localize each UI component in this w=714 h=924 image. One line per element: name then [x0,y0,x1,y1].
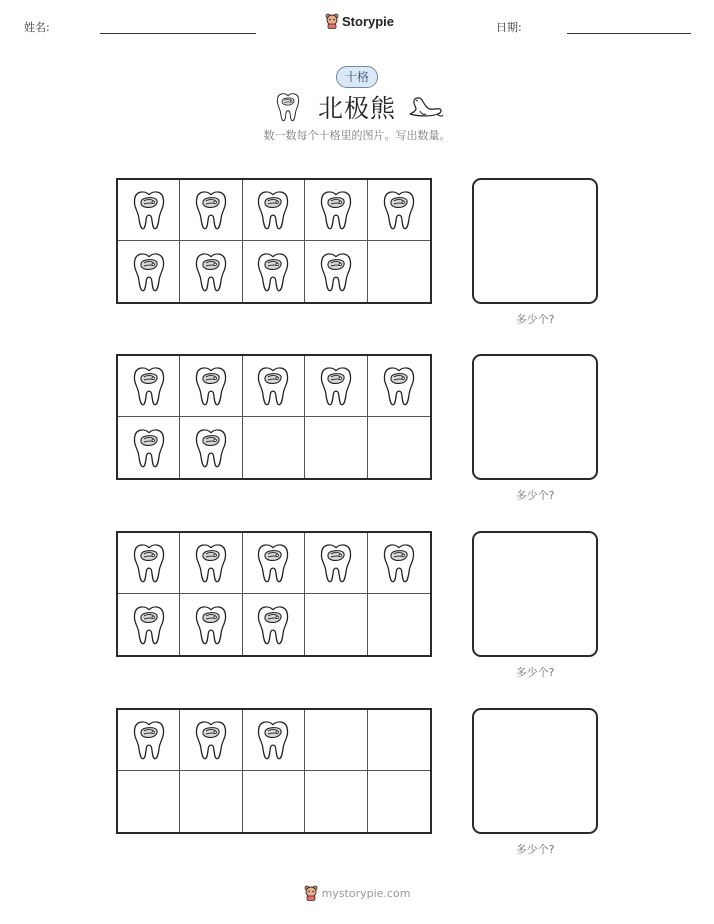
ten-frame-cell [243,356,305,417]
ten-frame-cell [180,533,242,594]
ten-frame-cell [180,771,242,832]
ten-frame-cell [180,417,242,478]
answer-box[interactable] [472,531,598,657]
tooth-with-steak-icon [256,542,290,584]
tooth-with-steak-icon [256,189,290,231]
brand-logo [325,13,394,29]
tooth-with-steak-icon [256,604,290,646]
ten-frame-cell [180,180,242,241]
footer [0,885,714,901]
ten-frame-cell [243,710,305,771]
ten-frame-cell [118,180,180,241]
tooth-with-steak-icon [319,542,353,584]
ten-frame-cell [368,594,430,655]
ten-frame-cell [118,594,180,655]
ten-frame-cell [305,771,367,832]
answer-box[interactable] [472,178,598,304]
page-title: 北极熊 [318,94,397,123]
tooth-with-steak-icon [132,427,166,469]
ten-frame-cell [368,417,430,478]
answer-box[interactable] [472,354,598,480]
ten-frame-cell [180,594,242,655]
tooth-with-steak-icon [319,365,353,407]
date-label: 日期: [496,21,522,34]
tooth-with-steak-icon [382,542,416,584]
ten-frame-cell [368,533,430,594]
tooth-with-steak-icon [382,365,416,407]
ten-frame-cell [368,241,430,302]
tooth-with-steak-icon [256,251,290,293]
tooth-with-steak-icon [319,189,353,231]
ten-frame [116,354,432,480]
tooth-with-steak-icon [194,189,228,231]
name-label: 姓名: [24,21,50,34]
tooth-with-steak-icon [256,719,290,761]
ten-frame-cell [118,417,180,478]
ten-frame [116,531,432,657]
ten-frame-cell [305,356,367,417]
ten-frame-cell [180,241,242,302]
tooth-with-steak-icon [132,542,166,584]
tooth-with-steak-icon [132,604,166,646]
ten-frame-cell [305,417,367,478]
tooth-with-steak-icon [132,365,166,407]
topic-badge: 十格 [336,66,378,88]
tooth-with-steak-icon [275,92,301,122]
answer-prompt: 多少个? [515,489,555,502]
ten-frame-cell [305,594,367,655]
ten-frame-cell [305,241,367,302]
ten-frame-cell [368,180,430,241]
answer-prompt: 多少个? [515,666,555,679]
ten-frame-cell [243,771,305,832]
tooth-with-steak-icon [256,365,290,407]
tooth-with-steak-icon [132,719,166,761]
ten-frame-cell [180,356,242,417]
ten-frame-cell [368,771,430,832]
ten-frame-cell [243,241,305,302]
ten-frame-cell [243,533,305,594]
ten-frame-cell [118,710,180,771]
answer-prompt: 多少个? [515,843,555,856]
ten-frame-cell [368,710,430,771]
footer-url: mystorypie.com [321,886,411,900]
tooth-with-steak-icon [194,251,228,293]
answer-prompt: 多少个? [515,313,555,326]
ten-frame-cell [305,710,367,771]
ten-frame [116,178,432,304]
ten-frame-cell [118,356,180,417]
ten-frame-cell [243,417,305,478]
bear-mascot-icon [304,885,318,901]
date-line[interactable] [567,33,691,34]
ten-frame-cell [118,533,180,594]
ten-frame-cell [118,771,180,832]
brand-name: Storypie [342,13,395,29]
ten-frame-cell [180,710,242,771]
bear-mascot-icon [325,13,339,29]
tooth-with-steak-icon [194,604,228,646]
answer-box[interactable] [472,708,598,834]
ten-frame-cell [243,180,305,241]
tooth-with-steak-icon [382,189,416,231]
tooth-with-steak-icon [194,427,228,469]
tooth-with-steak-icon [319,251,353,293]
tooth-with-steak-icon [194,719,228,761]
ten-frame-cell [305,533,367,594]
ten-frame [116,708,432,834]
ten-frame-cell [368,356,430,417]
tooth-with-steak-icon [194,542,228,584]
ten-frame-cell [243,594,305,655]
seal-icon [406,94,444,120]
name-line[interactable] [100,33,256,34]
ten-frame-cell [305,180,367,241]
instruction-text: 数一数每个十格里的图片。写出数量。 [263,129,451,142]
tooth-with-steak-icon [194,365,228,407]
tooth-with-steak-icon [132,189,166,231]
tooth-with-steak-icon [132,251,166,293]
ten-frame-cell [118,241,180,302]
